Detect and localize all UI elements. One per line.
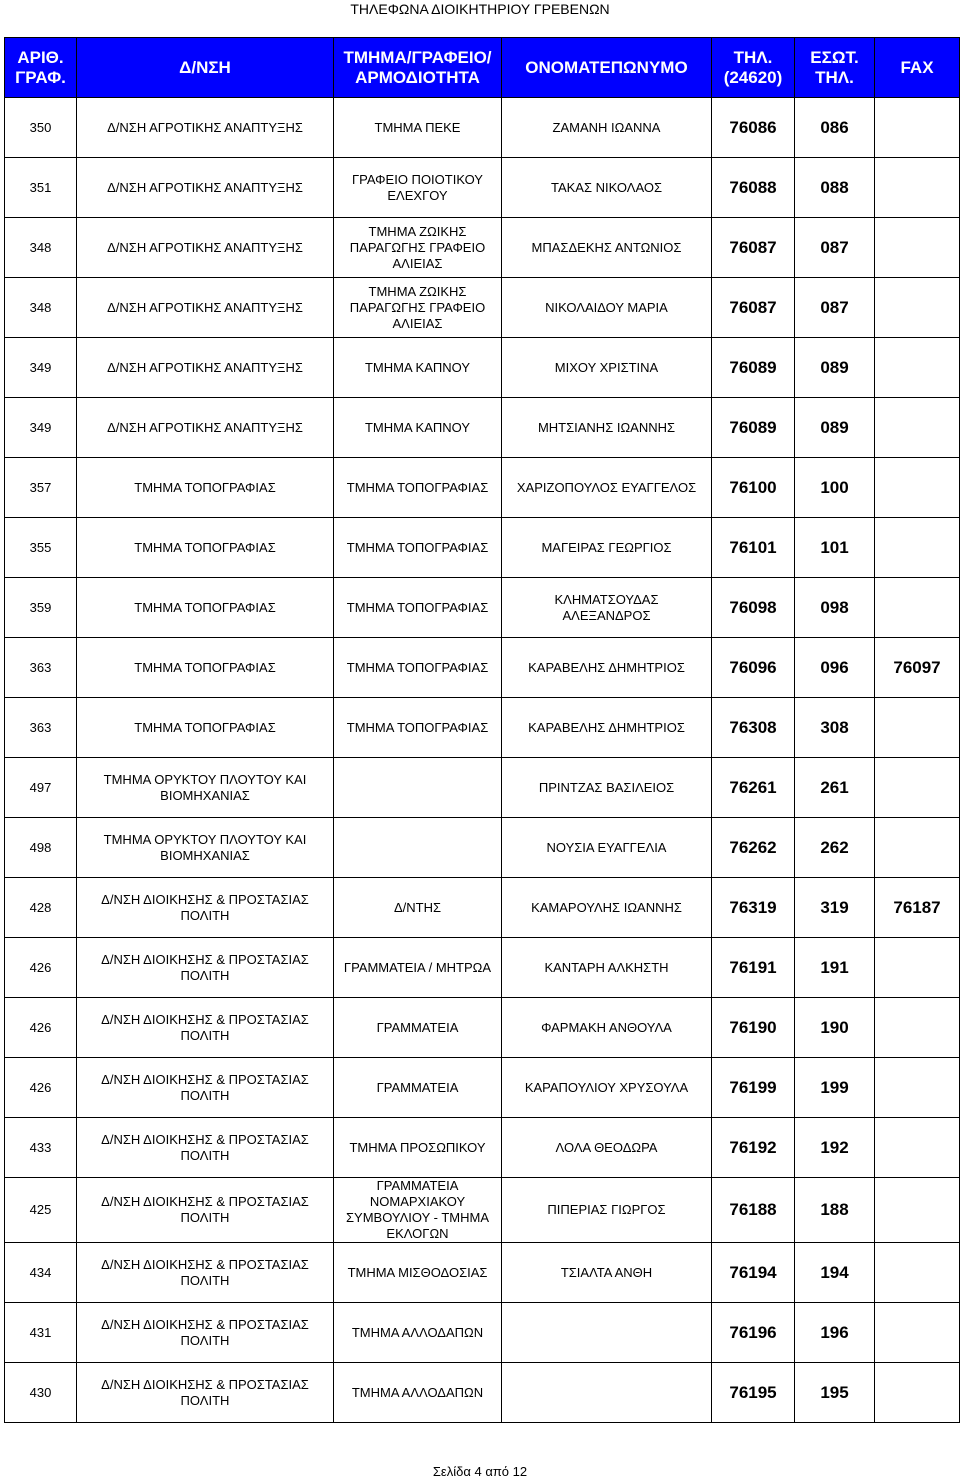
- cell-department: ΤΜΗΜΑ ΚΑΠΝΟΥ: [334, 338, 502, 398]
- cell-name: [502, 1363, 712, 1423]
- table-row: [5, 638, 960, 698]
- cell-phone: 76262: [712, 818, 795, 878]
- header-directorate: Δ/ΝΣΗ: [77, 38, 334, 98]
- cell-directorate: ΤΜΗΜΑ ΤΟΠΟΓΡΑΦΙΑΣ: [77, 518, 334, 578]
- cell-extension: 089: [795, 398, 875, 458]
- cell-directorate: Δ/ΝΣΗ ΔΙΟΙΚΗΣΗΣ & ΠΡΟΣΤΑΣΙΑΣ ΠΟΛΙΤΗ: [77, 998, 334, 1058]
- cell-phone: 76101: [712, 518, 795, 578]
- cell-name: ΤΑΚΑΣ ΝΙΚΟΛΑΟΣ: [502, 158, 712, 218]
- cell-name: ΧΑΡΙΖΟΠΟΥΛΟΣ ΕΥΑΓΓΕΛΟΣ: [502, 458, 712, 518]
- cell-extension: 319: [795, 878, 875, 938]
- table-row: [5, 998, 960, 1058]
- table-row: [5, 1118, 960, 1178]
- cell-fax: [875, 998, 960, 1058]
- cell-extension: 194: [795, 1243, 875, 1303]
- cell-phone: 76261: [712, 758, 795, 818]
- cell-directorate: ΤΜΗΜΑ ΤΟΠΟΓΡΑΦΙΑΣ: [77, 698, 334, 758]
- table-row: [5, 758, 960, 818]
- header-office-number: ΑΡΙΘ. ΓΡΑΦ.: [5, 38, 77, 98]
- cell-directorate: Δ/ΝΣΗ ΔΙΟΙΚΗΣΗΣ & ΠΡΟΣΤΑΣΙΑΣ ΠΟΛΙΤΗ: [77, 938, 334, 998]
- cell-name: ΚΑΡΑΒΕΛΗΣ ΔΗΜΗΤΡΙΟΣ: [502, 698, 712, 758]
- cell-department: ΤΜΗΜΑ ΠΕΚΕ: [334, 98, 502, 158]
- cell-name: ΚΑΡΑΠΟΥΛΙΟΥ ΧΡΥΣΟΥΛΑ: [502, 1058, 712, 1118]
- table-row: [5, 218, 960, 278]
- cell-directorate: Δ/ΝΣΗ ΔΙΟΙΚΗΣΗΣ & ΠΡΟΣΤΑΣΙΑΣ ΠΟΛΙΤΗ: [77, 1363, 334, 1423]
- cell-name: ΦΑΡΜΑΚΗ ΑΝΘΟΥΛΑ: [502, 998, 712, 1058]
- cell-department: ΤΜΗΜΑ ΖΩΙΚΗΣ ΠΑΡΑΓΩΓΗΣ ΓΡΑΦΕΙΟ ΑΛΙΕΙΑΣ: [334, 218, 502, 278]
- cell-name: ΠΡΙΝΤΖΑΣ ΒΑΣΙΛΕΙΟΣ: [502, 758, 712, 818]
- cell-office-number: 498: [5, 818, 77, 878]
- header-name: ΟΝΟΜΑΤΕΠΩΝΥΜΟ: [502, 38, 712, 98]
- cell-phone: 76100: [712, 458, 795, 518]
- cell-phone: 76098: [712, 578, 795, 638]
- cell-phone: 76199: [712, 1058, 795, 1118]
- cell-name: ΚΑΝΤΑΡΗ ΑΛΚΗΣΤΗ: [502, 938, 712, 998]
- cell-phone: 76194: [712, 1243, 795, 1303]
- cell-directorate: ΤΜΗΜΑ ΤΟΠΟΓΡΑΦΙΑΣ: [77, 638, 334, 698]
- cell-phone: 76188: [712, 1178, 795, 1243]
- cell-department: ΓΡΑΜΜΑΤΕΙΑ ΝΟΜΑΡΧΙΑΚΟΥ ΣΥΜΒΟΥΛΙΟΥ - ΤΜΗΜΑ ΕΚΛΟΓΩΝ: [334, 1178, 502, 1243]
- cell-fax: [875, 698, 960, 758]
- cell-directorate: ΤΜΗΜΑ ΟΡΥΚΤΟΥ ΠΛΟΥΤΟΥ ΚΑΙ ΒΙΟΜΗΧΑΝΙΑΣ: [77, 758, 334, 818]
- cell-fax: [875, 1118, 960, 1178]
- cell-name: ΜΠΑΣΔΕΚΗΣ ΑΝΤΩΝΙΟΣ: [502, 218, 712, 278]
- cell-extension: 199: [795, 1058, 875, 1118]
- cell-directorate: ΤΜΗΜΑ ΟΡΥΚΤΟΥ ΠΛΟΥΤΟΥ ΚΑΙ ΒΙΟΜΗΧΑΝΙΑΣ: [77, 818, 334, 878]
- cell-fax: [875, 98, 960, 158]
- cell-name: ΚΛΗΜΑΤΣΟΥΔΑΣ ΑΛΕΞΑΝΔΡΟΣ: [502, 578, 712, 638]
- cell-office-number: 497: [5, 758, 77, 818]
- table-row: [5, 698, 960, 758]
- cell-fax: [875, 578, 960, 638]
- cell-fax: 76097: [875, 638, 960, 698]
- header-department: ΤΜΗΜΑ/ΓΡΑΦΕΙΟ/ ΑΡΜΟΔΙΟΤΗΤΑ: [334, 38, 502, 98]
- cell-phone: 76196: [712, 1303, 795, 1363]
- cell-extension: 087: [795, 278, 875, 338]
- cell-fax: [875, 1243, 960, 1303]
- table-row: [5, 398, 960, 458]
- cell-phone: 76195: [712, 1363, 795, 1423]
- cell-department: ΤΜΗΜΑ ΤΟΠΟΓΡΑΦΙΑΣ: [334, 638, 502, 698]
- cell-directorate: Δ/ΝΣΗ ΑΓΡΟΤΙΚΗΣ ΑΝΑΠΤΥΞΗΣ: [77, 338, 334, 398]
- table-row: [5, 1363, 960, 1423]
- cell-department: ΤΜΗΜΑ ΤΟΠΟΓΡΑΦΙΑΣ: [334, 458, 502, 518]
- cell-phone: 76087: [712, 218, 795, 278]
- cell-extension: 089: [795, 338, 875, 398]
- cell-extension: 261: [795, 758, 875, 818]
- page-title: ΤΗΛΕΦΩΝΑ ΔΙΟΙΚΗΤΗΡΙΟΥ ΓΡΕΒΕΝΩΝ: [350, 1, 610, 17]
- cell-office-number: 359: [5, 578, 77, 638]
- cell-fax: [875, 758, 960, 818]
- cell-phone: 76089: [712, 338, 795, 398]
- header-row: [5, 38, 960, 98]
- cell-directorate: Δ/ΝΣΗ ΑΓΡΟΤΙΚΗΣ ΑΝΑΠΤΥΞΗΣ: [77, 278, 334, 338]
- cell-department: [334, 758, 502, 818]
- cell-office-number: 349: [5, 398, 77, 458]
- cell-phone: 76086: [712, 98, 795, 158]
- cell-department: ΤΜΗΜΑ ΤΟΠΟΓΡΑΦΙΑΣ: [334, 698, 502, 758]
- cell-name: ΚΑΡΑΒΕΛΗΣ ΔΗΜΗΤΡΙΟΣ: [502, 638, 712, 698]
- table-row: [5, 878, 960, 938]
- cell-directorate: Δ/ΝΣΗ ΔΙΟΙΚΗΣΗΣ & ΠΡΟΣΤΑΣΙΑΣ ΠΟΛΙΤΗ: [77, 1243, 334, 1303]
- table-row: [5, 158, 960, 218]
- cell-fax: [875, 818, 960, 878]
- cell-fax: 76187: [875, 878, 960, 938]
- cell-name: ΛΟΛΑ ΘΕΟΔΩΡΑ: [502, 1118, 712, 1178]
- header-fax: FAX: [875, 38, 960, 98]
- cell-phone: 76096: [712, 638, 795, 698]
- cell-department: ΤΜΗΜΑ ΤΟΠΟΓΡΑΦΙΑΣ: [334, 578, 502, 638]
- cell-extension: 192: [795, 1118, 875, 1178]
- cell-fax: [875, 518, 960, 578]
- cell-directorate: Δ/ΝΣΗ ΑΓΡΟΤΙΚΗΣ ΑΝΑΠΤΥΞΗΣ: [77, 98, 334, 158]
- cell-extension: 262: [795, 818, 875, 878]
- cell-directorate: ΤΜΗΜΑ ΤΟΠΟΓΡΑΦΙΑΣ: [77, 578, 334, 638]
- cell-department: ΤΜΗΜΑ ΚΑΠΝΟΥ: [334, 398, 502, 458]
- cell-office-number: 426: [5, 998, 77, 1058]
- cell-fax: [875, 338, 960, 398]
- table-row: [5, 1058, 960, 1118]
- cell-department: ΤΜΗΜΑ ΑΛΛΟΔΑΠΩΝ: [334, 1363, 502, 1423]
- cell-name: ΝΙΚΟΛΑΙΔΟΥ ΜΑΡΙΑ: [502, 278, 712, 338]
- cell-directorate: Δ/ΝΣΗ ΑΓΡΟΤΙΚΗΣ ΑΝΑΠΤΥΞΗΣ: [77, 218, 334, 278]
- cell-office-number: 349: [5, 338, 77, 398]
- cell-office-number: 431: [5, 1303, 77, 1363]
- cell-name: ΜΙΧΟΥ ΧΡΙΣΤΙΝΑ: [502, 338, 712, 398]
- table-row: [5, 278, 960, 338]
- cell-extension: 195: [795, 1363, 875, 1423]
- cell-fax: [875, 1058, 960, 1118]
- cell-phone: 76190: [712, 998, 795, 1058]
- cell-extension: 086: [795, 98, 875, 158]
- cell-department: ΤΜΗΜΑ ΜΙΣΘΟΔΟΣΙΑΣ: [334, 1243, 502, 1303]
- cell-phone: 76088: [712, 158, 795, 218]
- cell-fax: [875, 938, 960, 998]
- cell-extension: 188: [795, 1178, 875, 1243]
- table-row: [5, 578, 960, 638]
- cell-office-number: 434: [5, 1243, 77, 1303]
- cell-extension: 100: [795, 458, 875, 518]
- cell-department: ΓΡΑΜΜΑΤΕΙΑ: [334, 998, 502, 1058]
- cell-office-number: 348: [5, 218, 77, 278]
- table-row: [5, 518, 960, 578]
- table-row: [5, 818, 960, 878]
- cell-fax: [875, 398, 960, 458]
- cell-phone: 76191: [712, 938, 795, 998]
- cell-name: ΤΣΙΑΛΤΑ ΑΝΘΗ: [502, 1243, 712, 1303]
- cell-department: [334, 818, 502, 878]
- cell-directorate: Δ/ΝΣΗ ΑΓΡΟΤΙΚΗΣ ΑΝΑΠΤΥΞΗΣ: [77, 158, 334, 218]
- table-row: [5, 338, 960, 398]
- table-row: [5, 1243, 960, 1303]
- table-row: [5, 938, 960, 998]
- cell-fax: [875, 218, 960, 278]
- cell-office-number: 433: [5, 1118, 77, 1178]
- cell-office-number: 426: [5, 1058, 77, 1118]
- cell-office-number: 425: [5, 1178, 77, 1243]
- phone-directory-table: [4, 37, 960, 1423]
- cell-department: Δ/ΝΤΗΣ: [334, 878, 502, 938]
- table-row: [5, 1303, 960, 1363]
- cell-extension: 190: [795, 998, 875, 1058]
- cell-directorate: Δ/ΝΣΗ ΔΙΟΙΚΗΣΗΣ & ΠΡΟΣΤΑΣΙΑΣ ΠΟΛΙΤΗ: [77, 1178, 334, 1243]
- cell-directorate: ΤΜΗΜΑ ΤΟΠΟΓΡΑΦΙΑΣ: [77, 458, 334, 518]
- cell-directorate: Δ/ΝΣΗ ΔΙΟΙΚΗΣΗΣ & ΠΡΟΣΤΑΣΙΑΣ ΠΟΛΙΤΗ: [77, 1058, 334, 1118]
- cell-office-number: 363: [5, 638, 77, 698]
- cell-office-number: 348: [5, 278, 77, 338]
- cell-department: ΓΡΑΜΜΑΤΕΙΑ: [334, 1058, 502, 1118]
- cell-directorate: Δ/ΝΣΗ ΔΙΟΙΚΗΣΗΣ & ΠΡΟΣΤΑΣΙΑΣ ΠΟΛΙΤΗ: [77, 878, 334, 938]
- table-row: [5, 458, 960, 518]
- cell-directorate: Δ/ΝΣΗ ΔΙΟΙΚΗΣΗΣ & ΠΡΟΣΤΑΣΙΑΣ ΠΟΛΙΤΗ: [77, 1118, 334, 1178]
- table-row: [5, 98, 960, 158]
- cell-directorate: Δ/ΝΣΗ ΑΓΡΟΤΙΚΗΣ ΑΝΑΠΤΥΞΗΣ: [77, 398, 334, 458]
- cell-fax: [875, 1178, 960, 1243]
- cell-name: ΖΑΜΑΝΗ ΙΩΑΝΝΑ: [502, 98, 712, 158]
- cell-department: ΤΜΗΜΑ ΤΟΠΟΓΡΑΦΙΑΣ: [334, 518, 502, 578]
- cell-name: ΠΙΠΕΡΙΑΣ ΓΙΩΡΓΟΣ: [502, 1178, 712, 1243]
- cell-office-number: 350: [5, 98, 77, 158]
- cell-office-number: 428: [5, 878, 77, 938]
- cell-extension: 088: [795, 158, 875, 218]
- cell-phone: 76319: [712, 878, 795, 938]
- cell-directorate: Δ/ΝΣΗ ΔΙΟΙΚΗΣΗΣ & ΠΡΟΣΤΑΣΙΑΣ ΠΟΛΙΤΗ: [77, 1303, 334, 1363]
- cell-extension: 101: [795, 518, 875, 578]
- cell-name: [502, 1303, 712, 1363]
- cell-office-number: 357: [5, 458, 77, 518]
- cell-office-number: 351: [5, 158, 77, 218]
- header-extension: ΕΣΩΤ. ΤΗΛ.: [795, 38, 875, 98]
- cell-name: ΝΟΥΣΙΑ ΕΥΑΓΓΕΛΙΑ: [502, 818, 712, 878]
- cell-extension: 098: [795, 578, 875, 638]
- cell-name: ΜΑΓΕΙΡΑΣ ΓΕΩΡΓΙΟΣ: [502, 518, 712, 578]
- cell-department: ΓΡΑΜΜΑΤΕΙΑ / ΜΗΤΡΩΑ: [334, 938, 502, 998]
- cell-name: ΜΗΤΣΙΑΝΗΣ ΙΩΑΝΝΗΣ: [502, 398, 712, 458]
- cell-extension: 087: [795, 218, 875, 278]
- cell-name: ΚΑΜΑΡΟΥΛΗΣ ΙΩΑΝΝΗΣ: [502, 878, 712, 938]
- cell-fax: [875, 158, 960, 218]
- table-row: [5, 1178, 960, 1243]
- cell-phone: 76192: [712, 1118, 795, 1178]
- cell-department: ΤΜΗΜΑ ΠΡΟΣΩΠΙΚΟΥ: [334, 1118, 502, 1178]
- cell-office-number: 426: [5, 938, 77, 998]
- cell-phone: 76087: [712, 278, 795, 338]
- header-phone: ΤΗΛ. (24620): [712, 38, 795, 98]
- cell-department: ΓΡΑΦΕΙΟ ΠΟΙΟΤΙΚΟΥ ΕΛΕΧΓΟΥ: [334, 158, 502, 218]
- page-number: Σελίδα 4 από 12: [432, 1464, 528, 1479]
- cell-fax: [875, 1303, 960, 1363]
- cell-extension: 191: [795, 938, 875, 998]
- cell-office-number: 430: [5, 1363, 77, 1423]
- cell-fax: [875, 278, 960, 338]
- cell-office-number: 363: [5, 698, 77, 758]
- cell-extension: 196: [795, 1303, 875, 1363]
- cell-extension: 096: [795, 638, 875, 698]
- cell-department: ΤΜΗΜΑ ΖΩΙΚΗΣ ΠΑΡΑΓΩΓΗΣ ΓΡΑΦΕΙΟ ΑΛΙΕΙΑΣ: [334, 278, 502, 338]
- cell-phone: 76308: [712, 698, 795, 758]
- cell-phone: 76089: [712, 398, 795, 458]
- cell-fax: [875, 1363, 960, 1423]
- cell-fax: [875, 458, 960, 518]
- cell-office-number: 355: [5, 518, 77, 578]
- cell-department: ΤΜΗΜΑ ΑΛΛΟΔΑΠΩΝ: [334, 1303, 502, 1363]
- cell-extension: 308: [795, 698, 875, 758]
